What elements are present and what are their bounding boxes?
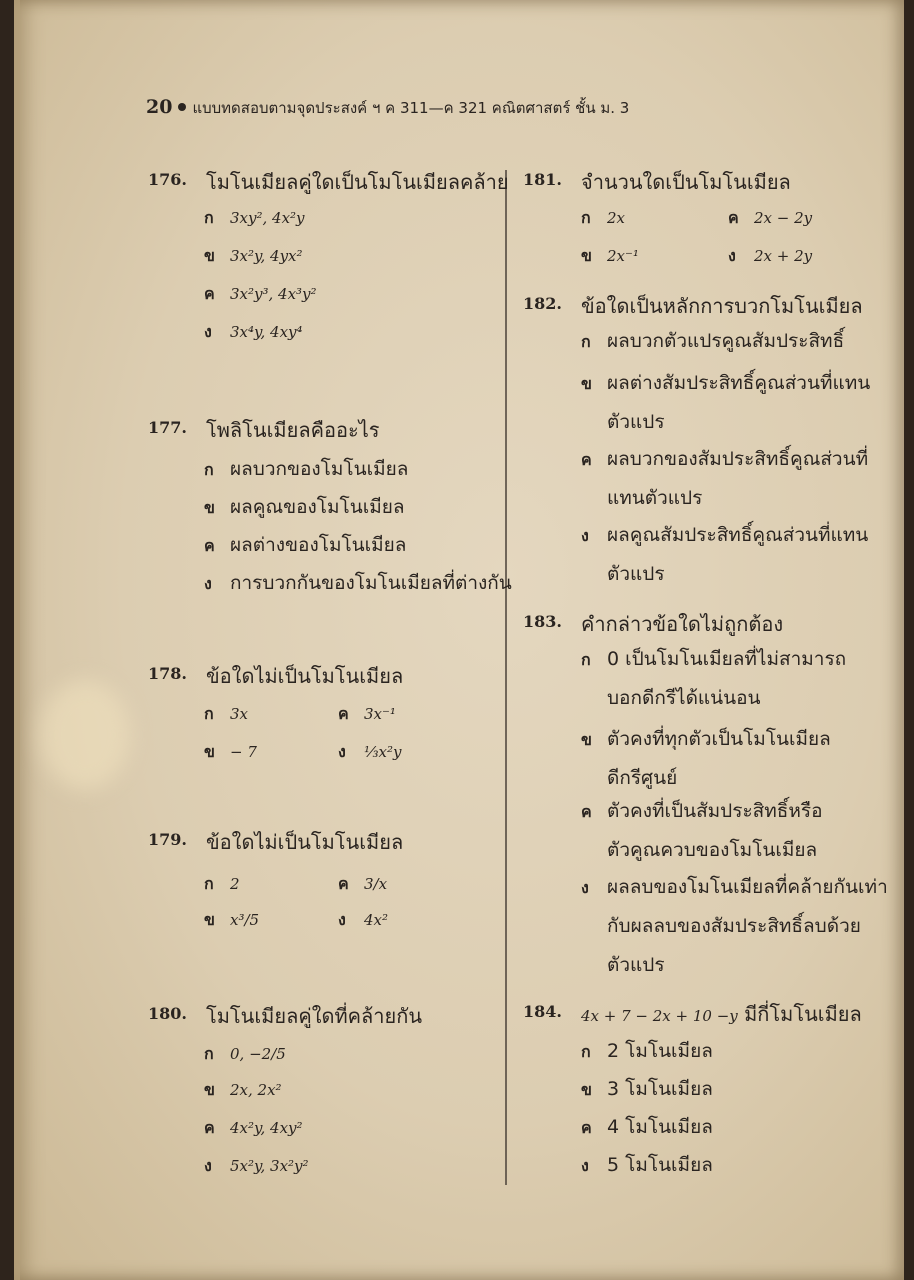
option-c: ค ตัวคงที่เป็นสัมประสิทธิ์หรือ ตัวคูณควบของโมโนเมียล — [581, 800, 823, 861]
option-b: ข 3x²y, 4yx² — [204, 246, 303, 265]
question-text: จำนวนใดเป็นโมโนเมียล — [581, 170, 791, 194]
question-number: 176. — [148, 170, 187, 189]
option-a: ก 2 — [204, 874, 240, 893]
option-b: ข 2x, 2x² — [204, 1080, 282, 1099]
option-d: ง ผลคูณสัมประสิทธิ์คูณส่วนที่แทน ตัวแปร — [581, 524, 869, 585]
option-a: ก 0, −2/5 — [204, 1044, 286, 1063]
option-a: ก ผลบวกตัวแปรคูณสัมประสิทธิ์ — [581, 330, 845, 352]
option-b: ข ผลต่างสัมประสิทธิ์คูณส่วนที่แทน ตัวแปร — [581, 372, 871, 433]
page-header-title: แบบทดสอบตามจุดประสงค์ ฯ ค 311—ค 321 คณิตศาสตร์ ชั้น ม. 3 — [192, 99, 630, 117]
option-c: ค ผลบวกของสัมประสิทธิ์คูณส่วนที่ แทนตัวแปร — [581, 448, 869, 509]
option-c: ค 3x⁻¹ — [338, 704, 396, 723]
column-divider — [505, 170, 507, 1185]
option-d: ง 4x² — [338, 910, 389, 929]
question-expression: 4x + 7 − 2x + 10 −y — [581, 1007, 738, 1025]
option-b: ข ตัวคงที่ทุกตัวเป็นโมโนเมียล ดีกรีศูนย์ — [581, 728, 831, 789]
question-number: 179. — [148, 830, 187, 849]
question-text-tail: มีกี่โมโนเมียล — [744, 1002, 862, 1026]
option-c: ค 2x − 2y — [728, 208, 813, 227]
question-number: 181. — [523, 170, 562, 189]
option-a: ก 0 เป็นโมโนเมียลที่ไม่สามารถ บอกดีกรีได้แน่นอน — [581, 648, 847, 709]
question-text: ข้อใดเป็นหลักการบวกโมโนเมียล — [581, 294, 863, 318]
bullet-dot-icon — [178, 103, 186, 111]
option-d: ง ⅓x²y — [338, 742, 402, 761]
question-text — [581, 998, 862, 1030]
question-number: 177. — [148, 418, 187, 437]
option-c: ค 3/x — [338, 874, 388, 893]
page-spine-shadow — [14, 0, 20, 1280]
option-b: ข 2x⁻¹ — [581, 246, 639, 265]
question-text: ข้อใดไม่เป็นโมโนเมียล — [206, 830, 404, 854]
question-number: 180. — [148, 1004, 187, 1023]
question-text: โมโนเมียลคู่ใดที่คล้ายกัน — [206, 1004, 423, 1028]
option-c: ค 4x²y, 4xy² — [204, 1118, 303, 1137]
option-b: ข x³/5 — [204, 910, 260, 929]
option-b: ข 3 โมโนเมียล — [581, 1078, 713, 1100]
option-a: ก ผลบวกของโมโนเมียล — [204, 458, 409, 480]
option-a: ก 2x — [581, 208, 626, 227]
page-header — [146, 96, 746, 120]
option-b: ข ผลคูณของโมโนเมียล — [204, 496, 405, 518]
option-d: ง การบวกกันของโมโนเมียลที่ต่างกัน — [204, 572, 512, 594]
option-b: ข − 7 — [204, 742, 257, 761]
option-d: ง 2x + 2y — [728, 246, 813, 265]
option-a: ก 3x — [204, 704, 249, 723]
question-number: 184. — [523, 1002, 562, 1021]
question-text: คำกล่าวข้อใดไม่ถูกต้อง — [581, 612, 784, 636]
option-a: ก 3xy², 4x²y — [204, 208, 305, 227]
question-number: 178. — [148, 664, 187, 683]
option-a: ก 2 โมโนเมียล — [581, 1040, 713, 1062]
question-text: โมโนเมียลคู่ใดเป็นโมโนเมียลคล้าย — [206, 170, 509, 194]
question-text: ข้อใดไม่เป็นโมโนเมียล — [206, 664, 404, 688]
option-d: ง 5 โมโนเมียล — [581, 1154, 713, 1176]
question-text: โพลิโนเมียลคืออะไร — [206, 418, 380, 442]
question-number: 183. — [523, 612, 562, 631]
option-c: ค ผลต่างของโมโนเมียล — [204, 534, 407, 556]
option-c: ค 4 โมโนเมียล — [581, 1116, 713, 1138]
question-number: 182. — [523, 294, 562, 313]
page-number: 20 — [146, 96, 173, 118]
option-c: ค 3x²y³, 4x³y² — [204, 284, 317, 303]
option-d: ง 5x²y, 3x²y² — [204, 1156, 309, 1175]
option-d: ง ผลลบของโมโนเมียลที่คล้ายกันเท่า กับผลลบของสัมประสิทธิ์ลบด้วย ตัวแปร — [581, 876, 888, 976]
paper-stain — [40, 680, 130, 790]
option-d: ง 3x⁴y, 4xy⁴ — [204, 322, 303, 341]
